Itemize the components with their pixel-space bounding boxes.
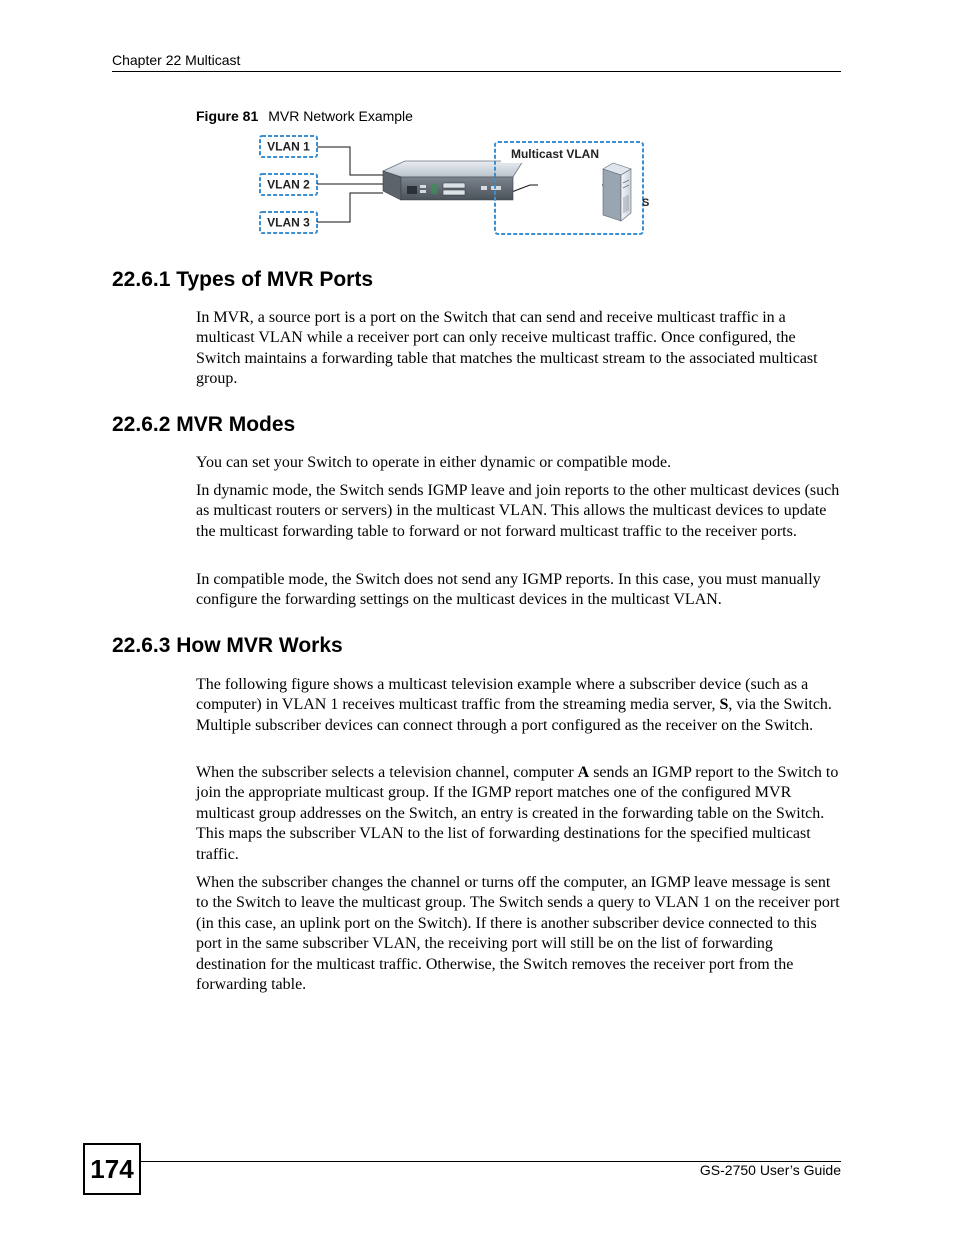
- text-run: sends an IGMP report to the Switch to join the appropriate multicast group. If the IGMP report matches one of the configured MVR multicast group addresses on the Switch, an entry is created in the forwarding table on the Switch. This maps the subscriber VLAN to the list of forwarding destinations for the specified multicast traffic.: [196, 764, 839, 863]
- section-heading-mvr-modes: 22.6.2 MVR Modes: [112, 413, 296, 436]
- text-run: , via the Switch. Multiple subscriber devices can connect through a port configured as the receiver on the Switch.: [196, 696, 832, 734]
- section-heading-how-mvr-works: 22.6.3 How MVR Works: [112, 634, 343, 657]
- paragraph: In compatible mode, the Switch does not send any IGMP reports. In this case, you must manually configure the forwarding settings on the multicast devices in the multicast VLAN.: [196, 571, 821, 609]
- vlan-1-label: VLAN 1: [267, 139, 310, 154]
- paragraph: You can set your Switch to operate in either dynamic or compatible mode.: [196, 454, 672, 471]
- section-heading-types-of-mvr-ports: 22.6.1 Types of MVR Ports: [112, 268, 374, 291]
- figure-label: Figure 81: [196, 108, 259, 124]
- vlan-2-box: [260, 174, 317, 195]
- paragraph: When the subscriber changes the channel or turns off the computer, an IGMP leave message is sent to the Switch to leave the multicast group. The Switch sends a query to VLAN 1 on the receiver port (in this case, an uplink port on the Switch). If there is another subscriber device connected to this port in the same subscriber VLAN, the receiving port will still be on the list of forwarding destination for the multicast traffic. Otherwise, the Switch removes the receiver port from the forwarding table.: [196, 874, 840, 994]
- multicast-vlan-label: Multicast VLAN: [510, 147, 600, 161]
- switch-icon: [383, 161, 523, 200]
- paragraph: [196, 675, 841, 736]
- vlan-3-box: [260, 212, 317, 233]
- text-run: When the subscriber selects a television channel, computer: [196, 764, 578, 781]
- page-number: 174: [83, 1143, 141, 1195]
- guide-title: GS-2750 User’s Guide: [699, 1162, 841, 1178]
- figure-title: MVR Network Example: [268, 108, 413, 124]
- server-reference: S: [719, 696, 729, 714]
- vlan-2-label: VLAN 2: [267, 177, 310, 192]
- chapter-header: Chapter 22 Multicast: [112, 52, 241, 68]
- media-server-icon: [603, 163, 631, 221]
- vlan-3-label: VLAN 3: [267, 215, 310, 230]
- mvr-network-diagram: [255, 133, 655, 238]
- paragraph: In MVR, a source port is a port on the Switch that can send and receive multicast traffic in a multicast VLAN while a receiver port can only receive multicast traffic. Once configured, the Switch maintains a forwarding table that matches the multicast stream to the associated multicast group.: [196, 309, 818, 388]
- paragraph: [196, 763, 841, 865]
- computer-reference: A: [577, 764, 590, 781]
- text-run: The following figure shows a multicast television example where a subscriber device (such as a computer) in VLAN 1 receives multicast traffic from the streaming media server,: [196, 676, 809, 714]
- paragraph: In dynamic mode, the Switch sends IGMP leave and join reports to the other multicast devices (such as multicast routers or servers) in the multicast VLAN. This allows the multicast devices to update the multicast forwarding table to forward or not forward multicast traffic to the receiver ports.: [196, 482, 840, 540]
- vlan-1-box: [260, 136, 317, 157]
- server-label: S: [642, 197, 650, 209]
- figure-caption: [196, 108, 413, 124]
- header-divider: [112, 71, 841, 72]
